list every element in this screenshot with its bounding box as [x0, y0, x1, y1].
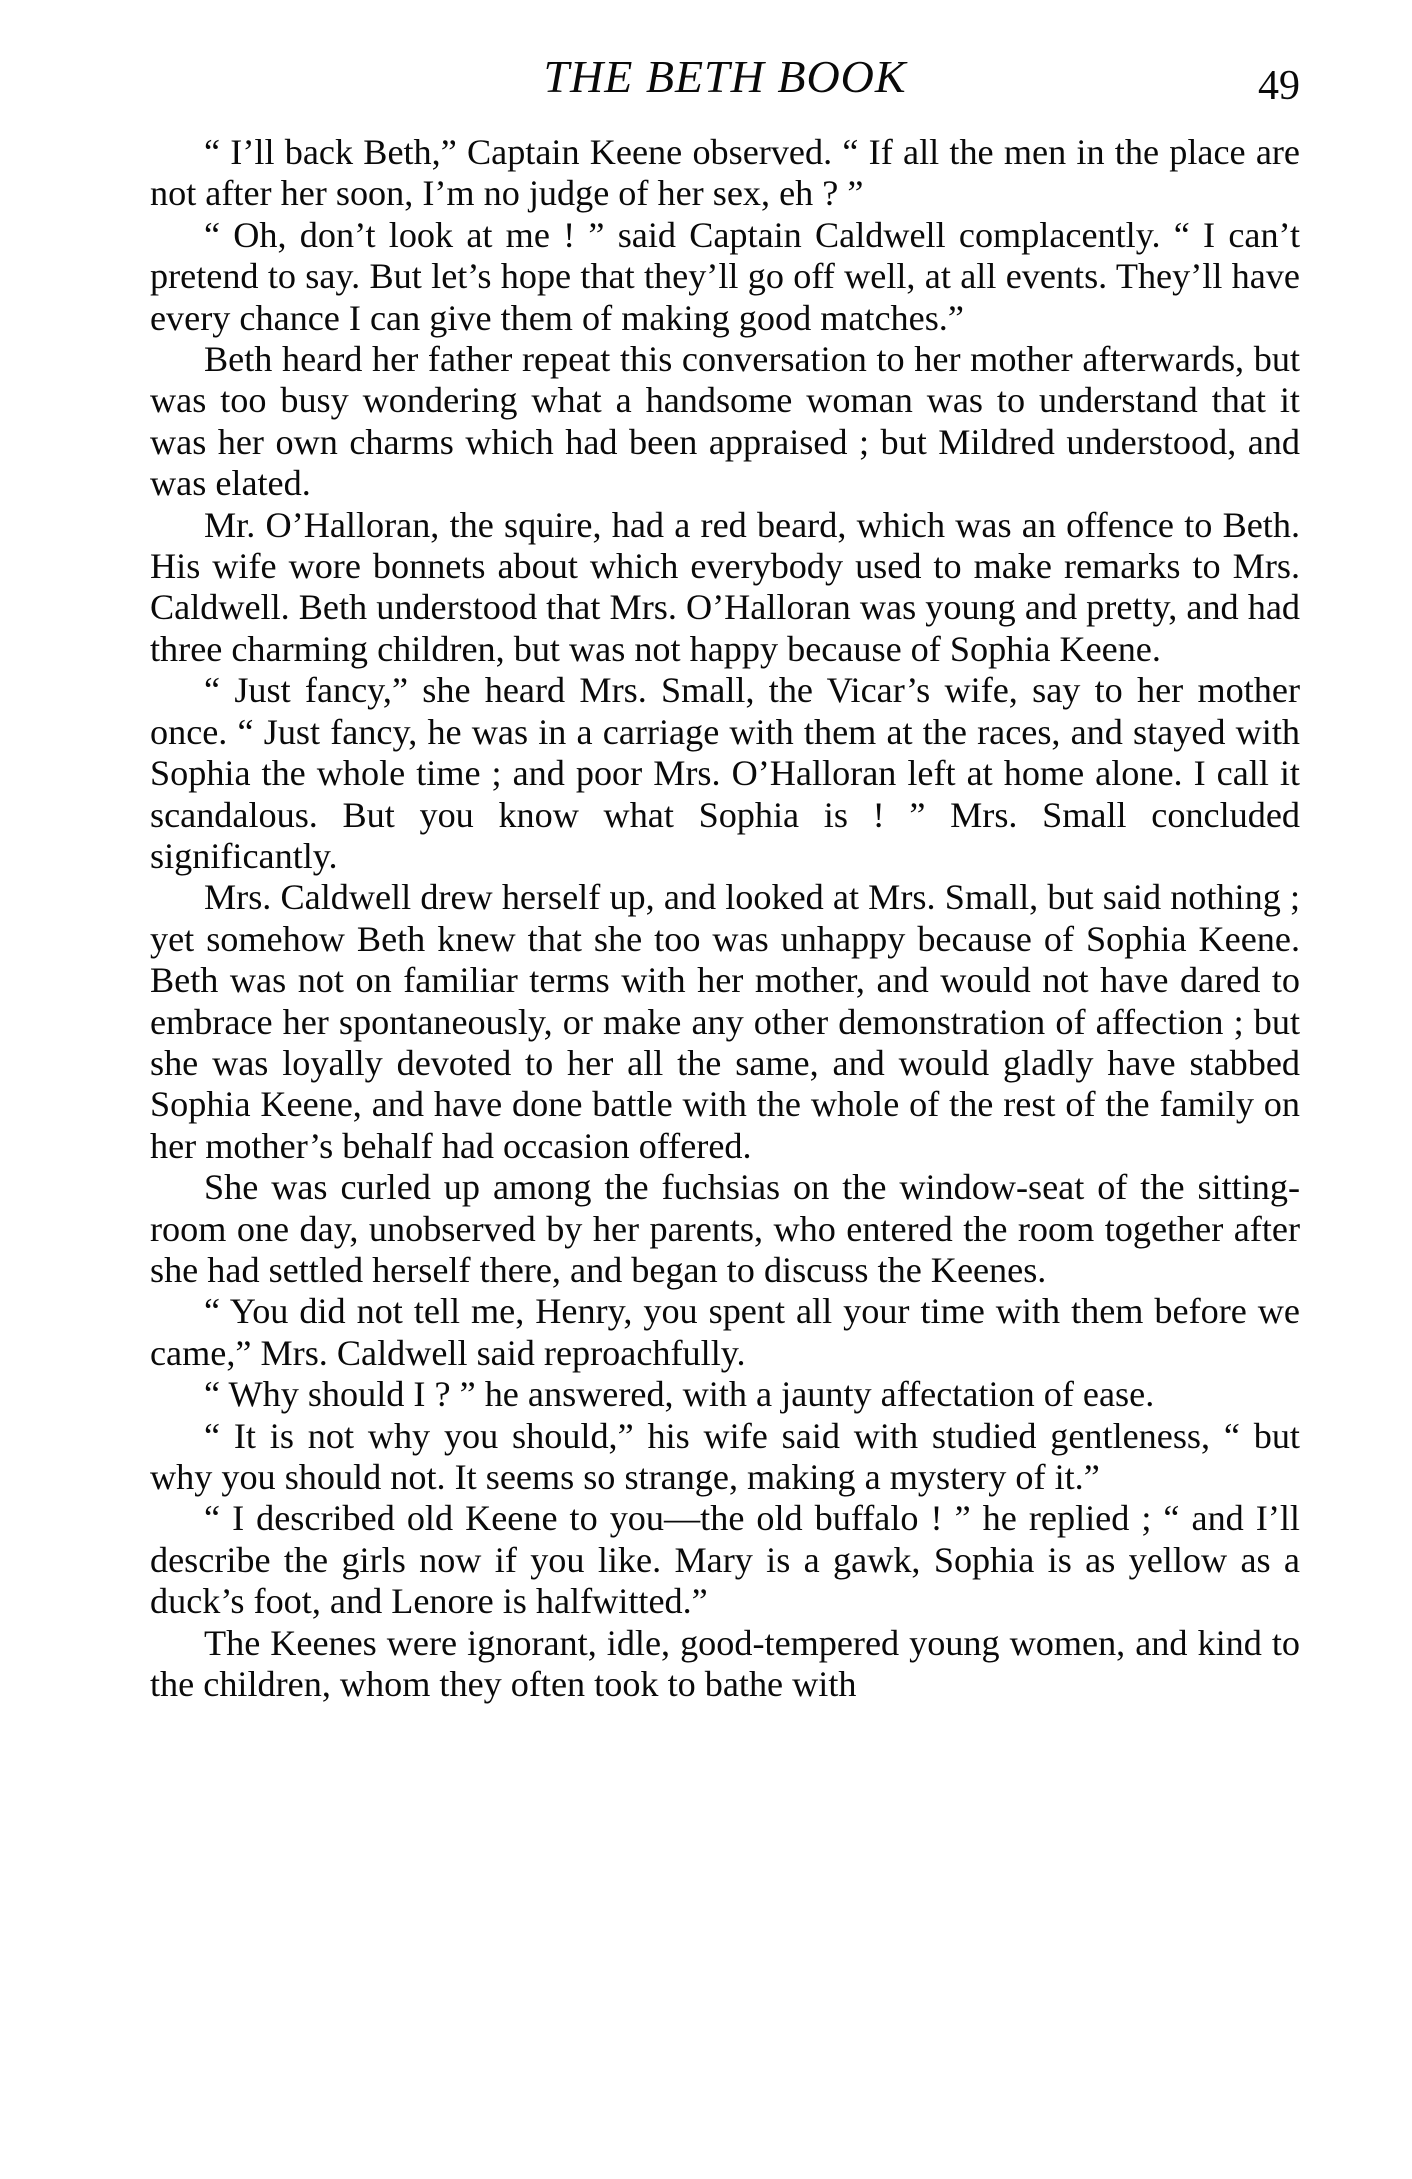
paragraph: “ Oh, don’t look at me ! ” said Captain Caldwell complacently. “ I can’t pretend to say. But let’s hope that they’ll go off well, at all events. They’ll have every chance I can give them of making good matches.” [150, 214, 1300, 338]
running-header [150, 50, 1300, 132]
paragraph: Mr. O’Halloran, the squire, had a red beard, which was an offence to Beth. His wife wore bonnets about which everybody used to make remarks to Mrs. Caldwell. Beth understood that Mrs. O’Halloran was young and pretty, and had three charming children, but was not happy because of Sophia Keene. [150, 504, 1300, 669]
book-page [150, 50, 1300, 1705]
paragraph: “ You did not tell me, Henry, you spent all your time with them before we came,” Mrs. Caldwell said reproachfully. [150, 1291, 1300, 1373]
running-title: THE BETH BOOK [543, 51, 907, 102]
page-number: 49 [1258, 63, 1300, 109]
paragraph: Mrs. Caldwell drew herself up, and looked at Mrs. Small, but said nothing ; yet somehow Beth knew that she too was unhappy because of Sophia Keene. Beth was not on familiar terms with her mother, and would not have dared to embrace her spontaneously, or make any other demonstration of affection ; but she was loyally devoted to her all the same, and would gladly have stabbed Sophia Keene, and have done battle with the whole of the rest of the family on her mother’s behalf had occasion offered. [150, 877, 1300, 1166]
paragraph: She was curled up among the fuchsias on the window-seat of the sitting-room one day, unobserved by her parents, who entered the room together after she had settled herself there, and began to discuss the Keenes. [150, 1167, 1300, 1290]
paragraph: “ I described old Keene to you—the old buffalo ! ” he replied ; “ and I’ll describe the girls now if you like. Mary is a gawk, Sophia is as yellow as a duck’s foot, and Lenore is halfwitted.” [150, 1498, 1300, 1622]
paragraph: The Keenes were ignorant, idle, good-tempered young women, and kind to the children, whom they often took to bathe with [150, 1622, 1300, 1705]
paragraph: “ Why should I ? ” he answered, with a jaunty affectation of ease. [204, 1374, 1155, 1415]
paragraph: Beth heard her father repeat this conversation to her mother afterwards, but was too busy wondering what a handsome woman was to understand that it was her own charms which had been appraised ; but Mildred understood, and was elated. [150, 339, 1300, 504]
body-text [150, 132, 1300, 1705]
paragraph: “ It is not why you should,” his wife said with studied gentleness, “ but why you should not. It seems so strange, making a mystery of it.” [150, 1415, 1300, 1497]
paragraph: “ I’ll back Beth,” Captain Keene observed. “ If all the men in the place are not after her soon, I’m no judge of her sex, eh ? ” [150, 132, 1300, 214]
paragraph: “ Just fancy,” she heard Mrs. Small, the Vicar’s wife, say to her mother once. “ Just fancy, he was in a carriage with them at the races, and stayed with Sophia the whole time ; and poor Mrs. O’Halloran left at home alone. I call it scandalous. But you know what Sophia is ! ” Mrs. Small concluded significantly. [150, 670, 1300, 876]
